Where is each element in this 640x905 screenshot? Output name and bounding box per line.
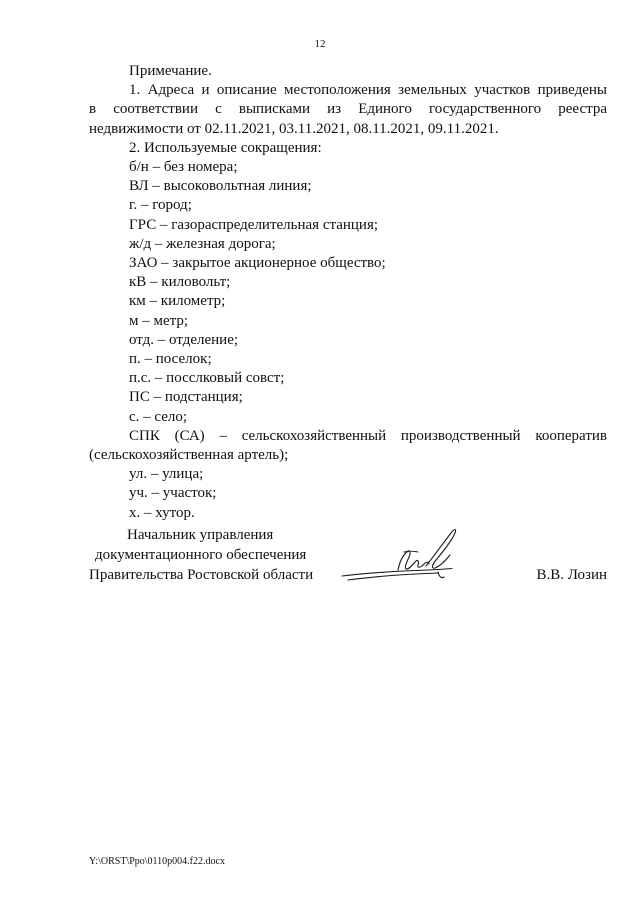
abbreviation-item: отд. – отделение; (129, 331, 239, 348)
abbreviation-item: ГРС – газораспределительная станция; (129, 216, 379, 233)
abbreviation-item: ул. – улица; (129, 466, 204, 483)
abbreviation-item: км – километр; (129, 293, 226, 310)
abbreviation-item: х. – хутор. (129, 504, 195, 521)
abbreviation-item: с. – село; (129, 408, 188, 425)
abbreviation-item: ВЛ – высоковольтная линия; (129, 178, 312, 195)
abbreviation-item: п.с. – посслковый совст; (129, 370, 285, 387)
abbreviation-item: ПС – подстанция; (129, 389, 243, 406)
note-item1-line3: недвижимости от 02.11.2021, 03.11.2021, 08.11.2021, 09.11.2021. (89, 120, 499, 137)
abbreviation-item: г. – город; (129, 197, 192, 214)
abbreviation-item: уч. – участок; (129, 485, 217, 502)
document-body (89, 62, 607, 523)
abbreviation-item: ж/д – железная дорога; (129, 235, 276, 252)
abbreviation-item: кВ – киловольт; (129, 274, 231, 291)
abbreviation-item: м – метр; (129, 312, 189, 329)
abbreviation-item: п. – поселок; (129, 351, 212, 368)
abbreviation-item: ЗАО – закрытое акционерное общество; (129, 255, 386, 272)
page-number: 12 (314, 38, 326, 50)
signatory-position-line1: Начальник управления (127, 527, 274, 543)
signatory-position-line2: документационного обеспечения (95, 547, 307, 563)
note-item2-heading: 2. Используемые сокращения: (129, 139, 322, 156)
note-item1-line1: 1. Адреса и описание местоположения земельных участков приведены (129, 82, 607, 99)
abbreviation-item: б/н – без номера; (129, 159, 238, 176)
file-path-footer: Y:\ORST\Ppo\0110p004.f22.docx (89, 856, 225, 867)
signatory-position-line3: Правительства Ростовской области (89, 567, 314, 583)
note-item1-line2: в соответствии с выписками из Единого государственного реестра (89, 101, 607, 118)
signatory-name: В.В. Лозин (536, 567, 607, 583)
abbreviation-spk-line1: СПК (СА) – сельскохозяйственный производственный кооператив (129, 427, 607, 444)
abbreviation-spk-line2: (сельскохозяйственная артель); (89, 447, 289, 464)
handwritten-signature-image (338, 524, 468, 586)
note-heading: Примечание. (129, 63, 212, 79)
